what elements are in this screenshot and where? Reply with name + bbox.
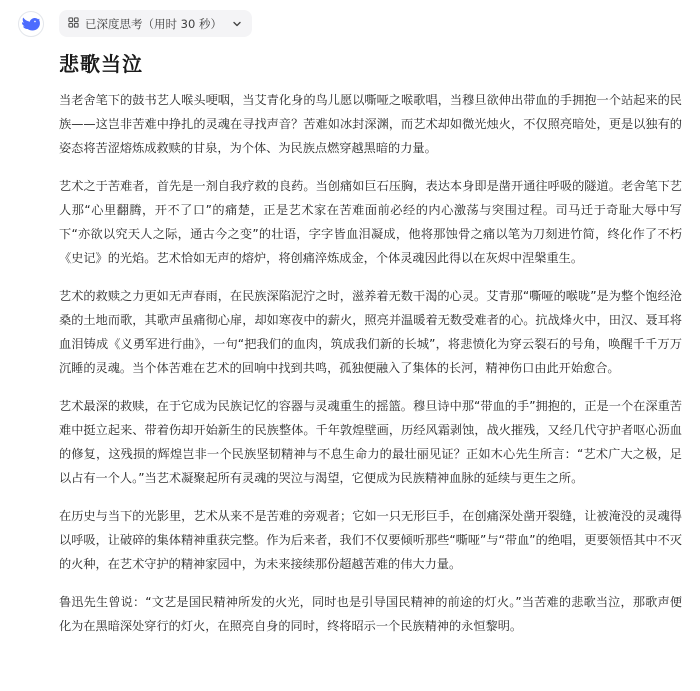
article-paragraph: 艺术的救赎之力更如无声春雨，在民族深陷泥泞之时，滋养着无数干渴的心灵。艾青那“嘶哑的喉咙”是为整个饱经沧桑的土地而歌，其歌声虽痛彻心扉，却如寒夜中的薪火，照亮并温暖着无数受难者的心。抗战烽火中，田汉、聂耳将血泪铸成《义勇军进行曲》，一句“把我们的血肉，筑成我们新的长城”，将悲愤化为穿云裂石的号角，唤醒千千万万沉睡的灵魂。当个体苦难在艺术的回响中找到共鸣，孤独便融入了集体的长河，精神伤口由此开始愈合。	[59, 289, 682, 375]
article-paragraph: 当老舍笔下的鼓书艺人喉头哽咽，当艾青化身的鸟儿愿以嘶哑之喉歌唱，当穆旦欲伸出带血的手拥抱一个站起来的民族——这岂非苦难中挣扎的灵魂在寻找声音？苦难如冰封深渊，而艺术却如微光烛火，不仅照亮暗处，更是以独有的姿态将苦涩熔炼成救赎的甘泉，为个体、为民族点燃穿越黑暗的力量。	[59, 93, 682, 155]
article-body	[59, 88, 682, 652]
deep-think-icon	[68, 17, 79, 31]
article-paragraph: 艺术最深的救赎，在于它成为民族记忆的容器与灵魂重生的摇篮。穆旦诗中那“带血的手”拥抱的，正是一个在深重苦难中挺立起来、带着伤却开始新生的民族整体。千年敦煌壁画，历经风霜剥蚀，战火摧残，又经几代守护者呕心沥血的修复，这残损的辉煌岂非一个民族坚韧精神与不息生命力的最壮丽见证？正如木心先生所言：“艺术广大之极，足以占有一个人。”当艺术凝聚起所有灵魂的哭泣与渴望，它便成为民族精神血脉的延续与更生之所。	[59, 399, 682, 485]
article-paragraph: 在历史与当下的光影里，艺术从来不是苦难的旁观者；它如一只无形巨手，在创痛深处凿开裂缝，让被淹没的灵魂得以呼吸，让破碎的集体精神重获完整。作为后来者，我们不仅要倾听那些“嘶哑”与“带血”的绝唱，更要领悟其中不灭的火种，在艺术守护的精神家园中，为未来接续那份超越苦难的伟大力量。	[59, 509, 682, 571]
article-title: 悲歌当泣	[59, 52, 143, 76]
whale-logo-icon	[22, 17, 40, 31]
deep-thinking-toggle[interactable]	[59, 10, 252, 37]
article-paragraph: 鲁迅先生曾说：“文艺是国民精神所发的火光，同时也是引导国民精神的前途的灯火。”当苦难的悲歌当泣，那歌声便化为在黑暗深处穿行的灯火，在照亮自身的同时，终将昭示一个民族精神的永恒黎明。	[59, 595, 682, 633]
assistant-avatar	[18, 11, 44, 37]
chevron-down-icon	[232, 19, 242, 29]
thinking-status-label: 已深度思考（用时 30 秒）	[85, 16, 222, 31]
article-paragraph: 艺术之于苦难者，首先是一剂自我疗救的良药。当创痛如巨石压胸，表达本身即是凿开通往呼吸的隧道。老舍笔下艺人那“心里翻腾，开不了口”的痛楚，正是艺术家在苦难面前必经的内心激荡与突围过程。司马迁于奇耻大辱中写下“亦欲以究天人之际，通古今之变”的壮语，字字皆血泪凝成，他将那蚀骨之痛以笔为刀刻进竹简，终化作了不朽《史记》的光焰。艺术恰如无声的熔炉，将创痛淬炼成金，个体灵魂因此得以在灰烬中涅槃重生。	[59, 179, 682, 265]
